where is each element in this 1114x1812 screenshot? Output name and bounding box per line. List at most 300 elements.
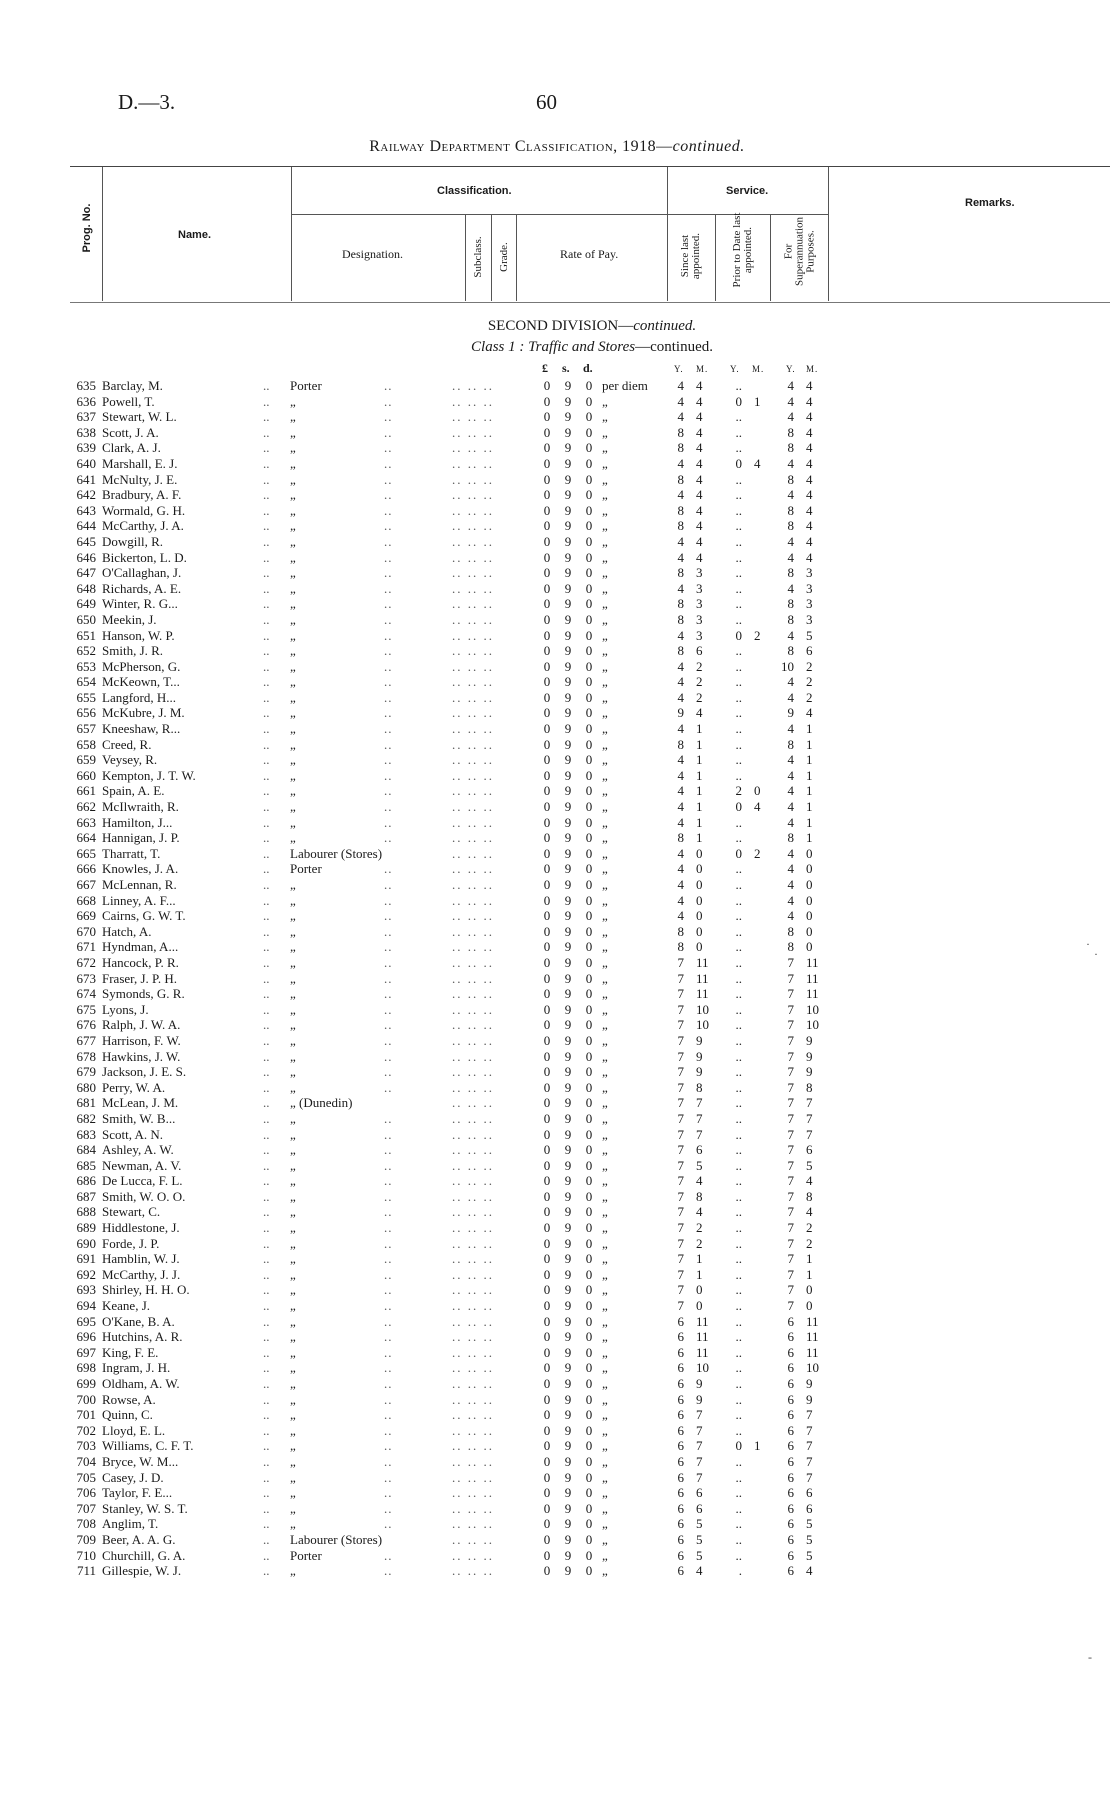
prog-no: 656 [76, 705, 96, 721]
prog-no: 686 [76, 1173, 96, 1189]
leader-dots: .. .. .. [452, 1032, 494, 1048]
table-row [0, 1345, 1114, 1361]
leader-dots: .. [263, 1453, 270, 1469]
super-months: 0 [806, 1298, 813, 1314]
super-months: 4 [806, 455, 813, 471]
super-years: 7 [787, 1126, 794, 1142]
since-months: 2 [696, 1220, 703, 1236]
since-years: 8 [677, 440, 684, 456]
super-months: 11 [806, 986, 819, 1002]
leader-dots: .. .. .. [452, 1220, 494, 1236]
pay-shillings: 9 [564, 1329, 572, 1345]
table-row [0, 1173, 1114, 1189]
leader-dots: .. [263, 721, 270, 737]
table-row [0, 1095, 1114, 1111]
since-months: 2 [696, 674, 703, 690]
super-months: 9 [806, 1064, 813, 1080]
since-years: 7 [677, 1220, 684, 1236]
unit-years-since: Y. [674, 364, 684, 374]
table-row [0, 440, 1114, 456]
prog-no: 676 [76, 1017, 96, 1033]
employee-name: Powell, T. [102, 393, 155, 409]
pay-pence: 0 [585, 954, 593, 970]
super-months: 7 [806, 1469, 813, 1485]
pay-period: „ [602, 923, 608, 939]
leader-dots: .. [384, 1220, 393, 1236]
header-rate-of-pay: Rate of Pay. [560, 247, 619, 261]
super-years: 10 [781, 658, 794, 674]
leader-dots: .. [263, 814, 270, 830]
prog-no: 648 [76, 580, 96, 596]
header-divider [291, 167, 292, 301]
table-row [0, 1516, 1114, 1532]
leader-dots: .. .. .. [452, 471, 494, 487]
designation: „ [290, 1344, 296, 1360]
leader-dots: .. .. .. [452, 1422, 494, 1438]
unit-pence: d. [583, 361, 593, 375]
prior-years: .. [735, 923, 742, 939]
since-years: 6 [677, 1453, 684, 1469]
prior-years: .. [735, 565, 742, 581]
pay-pence: 0 [585, 1516, 593, 1532]
since-months: 10 [696, 1017, 709, 1033]
since-years: 6 [677, 1407, 684, 1423]
division-heading [0, 318, 1114, 335]
since-years: 4 [677, 799, 684, 815]
designation: Labourer (Stores) [290, 1531, 383, 1547]
pay-pounds: 0 [543, 1453, 551, 1469]
class-heading [0, 339, 1114, 356]
prog-no: 694 [76, 1298, 96, 1314]
designation: „ [290, 1516, 296, 1532]
prog-no: 681 [76, 1095, 96, 1111]
pay-pounds: 0 [543, 533, 551, 549]
super-months: 4 [806, 1173, 813, 1189]
pay-shillings: 9 [564, 1298, 572, 1314]
since-years: 8 [677, 939, 684, 955]
pay-shillings: 9 [564, 549, 572, 565]
prior-years: .. [735, 1079, 742, 1095]
prior-years: .. [735, 611, 742, 627]
pay-pounds: 0 [543, 783, 551, 799]
leader-dots: .. .. .. [452, 487, 494, 503]
leader-dots: .. [384, 799, 393, 815]
pay-period: „ [602, 1438, 608, 1454]
since-months: 0 [696, 1282, 703, 1298]
leader-dots: .. [263, 1422, 270, 1438]
employee-name: Williams, C. F. T. [102, 1438, 194, 1454]
leader-dots: .. [384, 1376, 393, 1391]
leader-dots: .. .. .. [452, 1095, 494, 1111]
pay-shillings: 9 [564, 674, 572, 690]
prog-no: 666 [76, 861, 96, 877]
pay-pounds: 0 [543, 799, 551, 815]
leader-dots: .. [384, 596, 393, 612]
since-months: 3 [696, 627, 703, 643]
designation: „ [290, 502, 296, 518]
pay-pence: 0 [585, 518, 593, 534]
leader-dots: .. [263, 1173, 270, 1189]
table-row [0, 612, 1114, 628]
pay-period: „ [602, 1344, 608, 1360]
pay-period: „ [602, 455, 608, 471]
pay-pence: 0 [585, 1422, 593, 1438]
table-row [0, 1454, 1114, 1470]
prior-years: .. [735, 736, 742, 752]
leader-dots: .. [263, 424, 270, 440]
employee-name: Smith, W. B... [102, 1110, 176, 1126]
pay-period: „ [602, 1157, 608, 1173]
pay-pounds: 0 [543, 1407, 551, 1423]
pay-pence: 0 [585, 409, 593, 425]
pay-period: per diem [602, 378, 648, 393]
super-months: 7 [806, 1422, 813, 1438]
leader-dots: .. [384, 814, 393, 830]
pay-pence: 0 [585, 736, 593, 752]
employee-name: Lyons, J. [102, 1001, 149, 1017]
employee-name: Hawkins, J. W. [102, 1048, 181, 1064]
pay-period: „ [602, 1095, 608, 1111]
super-years: 7 [787, 1220, 794, 1236]
table-row [0, 581, 1114, 597]
prior-years: 0 [735, 845, 742, 861]
designation: „ [290, 1126, 296, 1142]
prior-years: 0 [735, 393, 742, 409]
prog-no: 701 [76, 1407, 96, 1423]
since-years: 4 [677, 845, 684, 861]
since-months: 1 [696, 721, 703, 737]
super-months: 4 [806, 1563, 813, 1579]
prog-no: 646 [76, 549, 96, 565]
designation: „ [290, 970, 296, 986]
prior-years: .. [735, 1298, 742, 1314]
since-years: 6 [677, 1500, 684, 1516]
leader-dots: .. [263, 1188, 270, 1204]
super-months: 2 [806, 689, 813, 705]
super-years: 7 [787, 1282, 794, 1298]
prior-years: .. [735, 518, 742, 534]
since-years: 7 [677, 1298, 684, 1314]
leader-dots: .. .. .. [452, 580, 494, 596]
since-years: 6 [677, 1531, 684, 1547]
table-row [0, 1329, 1114, 1345]
pay-period: „ [602, 409, 608, 425]
leader-dots: .. [263, 518, 270, 534]
pay-period: „ [602, 877, 608, 892]
employee-name: McNulty, J. E. [102, 471, 178, 487]
leader-dots: .. [384, 1469, 393, 1485]
table-row [0, 1360, 1114, 1376]
super-months: 4 [806, 705, 813, 721]
super-months: 1 [806, 736, 813, 752]
employee-name: Scott, J. A. [102, 424, 159, 440]
leader-dots: .. [384, 378, 393, 393]
super-months: 5 [806, 627, 813, 643]
leader-dots: .. .. .. [452, 1235, 494, 1251]
prior-months: 1 [754, 393, 761, 409]
super-months: 11 [806, 1313, 819, 1329]
leader-dots: .. [263, 783, 270, 799]
prior-years: .. [735, 1064, 742, 1080]
table-row [0, 1298, 1114, 1314]
pay-pence: 0 [585, 1453, 593, 1469]
pay-period: „ [602, 1313, 608, 1329]
pay-pence: 0 [585, 643, 593, 659]
prior-months: 1 [754, 1438, 761, 1454]
super-months: 0 [806, 892, 813, 908]
pay-shillings: 9 [564, 861, 572, 877]
pay-period: „ [602, 1547, 608, 1563]
leader-dots: .. [384, 705, 393, 721]
since-years: 9 [677, 705, 684, 721]
pay-pounds: 0 [543, 705, 551, 721]
table-row [0, 1251, 1114, 1267]
prog-no: 654 [76, 674, 96, 690]
employee-name: Kneeshaw, R... [102, 721, 181, 737]
prior-years: .. [735, 689, 742, 705]
designation: „ [290, 1438, 296, 1454]
employee-name: Veysey, R. [102, 752, 158, 768]
prior-years: 2 [735, 783, 742, 799]
pay-pounds: 0 [543, 939, 551, 955]
designation: „ [290, 658, 296, 674]
prior-years: .. [735, 814, 742, 830]
super-months: 0 [806, 908, 813, 924]
unit-years-super: Y. [786, 364, 796, 374]
since-years: 7 [677, 1126, 684, 1142]
super-months: 8 [806, 1188, 813, 1204]
since-months: 3 [696, 596, 703, 612]
pay-period: „ [602, 1422, 608, 1438]
prior-years: .. [735, 752, 742, 768]
leader-dots: .. .. .. [452, 627, 494, 643]
since-years: 6 [677, 1360, 684, 1376]
pay-period: „ [602, 1531, 608, 1547]
super-years: 8 [787, 424, 794, 440]
leader-dots: .. .. .. [452, 658, 494, 674]
pay-pounds: 0 [543, 814, 551, 830]
super-months: 1 [806, 830, 813, 846]
leader-dots: .. [263, 1329, 270, 1345]
pay-pounds: 0 [543, 986, 551, 1002]
designation: „ [290, 1017, 296, 1033]
super-years: 4 [787, 378, 794, 393]
prog-no: 677 [76, 1032, 96, 1048]
pay-period: „ [602, 643, 608, 659]
pay-pence: 0 [585, 424, 593, 440]
super-years: 7 [787, 1188, 794, 1204]
leader-dots: .. [263, 627, 270, 643]
employee-name: Churchill, G. A. [102, 1547, 186, 1563]
pay-shillings: 9 [564, 1173, 572, 1189]
since-years: 4 [677, 767, 684, 783]
since-months: 7 [696, 1126, 703, 1142]
designation: „ [290, 1220, 296, 1236]
employee-name: Langford, H... [102, 689, 177, 705]
since-months: 5 [696, 1516, 703, 1532]
pay-shillings: 9 [564, 1142, 572, 1158]
since-years: 4 [677, 674, 684, 690]
pay-pence: 0 [585, 378, 593, 393]
pay-period: „ [602, 892, 608, 908]
super-months: 2 [806, 1220, 813, 1236]
pay-pence: 0 [585, 1531, 593, 1547]
employee-name: Dowgill, R. [102, 533, 164, 549]
pay-period: „ [602, 1220, 608, 1236]
designation: „ [290, 533, 296, 549]
since-years: 8 [677, 518, 684, 534]
prog-no: 673 [76, 970, 96, 986]
prior-years: .. [735, 487, 742, 503]
super-years: 6 [787, 1344, 794, 1360]
since-months: 7 [696, 1453, 703, 1469]
pay-period: „ [602, 721, 608, 737]
table-row [0, 1033, 1114, 1049]
prior-years: .. [735, 1360, 742, 1376]
leader-dots: .. [384, 424, 393, 440]
super-years: 6 [787, 1407, 794, 1423]
pay-shillings: 9 [564, 845, 572, 861]
since-years: 4 [677, 549, 684, 565]
pay-pence: 0 [585, 1313, 593, 1329]
leader-dots: .. [384, 1079, 393, 1095]
leader-dots: .. .. .. [452, 845, 494, 861]
prior-years: 0 [735, 1438, 742, 1454]
table-row [0, 971, 1114, 987]
pay-shillings: 9 [564, 1188, 572, 1204]
super-years: 4 [787, 752, 794, 768]
leader-dots: .. [263, 689, 270, 705]
leader-dots: .. .. .. [452, 1251, 494, 1267]
leader-dots: .. [384, 721, 393, 737]
leader-dots: .. .. .. [452, 440, 494, 456]
super-years: 8 [787, 471, 794, 487]
employee-name: Quinn, C. [102, 1407, 153, 1423]
designation: „ [290, 440, 296, 456]
pay-period: „ [602, 549, 608, 565]
leader-dots: .. .. .. [452, 830, 494, 846]
since-months: 4 [696, 1204, 703, 1220]
leader-dots: .. [384, 783, 393, 799]
since-years: 6 [677, 1547, 684, 1563]
pay-pounds: 0 [543, 658, 551, 674]
table-row [0, 737, 1114, 753]
pay-pounds: 0 [543, 1064, 551, 1080]
super-years: 4 [787, 580, 794, 596]
pay-shillings: 9 [564, 1064, 572, 1080]
prior-months: 2 [754, 845, 761, 861]
leader-dots: .. .. .. [452, 1001, 494, 1017]
pay-period: „ [602, 1079, 608, 1095]
pay-shillings: 9 [564, 767, 572, 783]
leader-dots: .. .. .. [452, 1329, 494, 1345]
prog-no: 659 [76, 752, 96, 768]
designation: „ [290, 409, 296, 425]
leader-dots: .. [263, 471, 270, 487]
prior-years: .. [735, 440, 742, 456]
leader-dots: .. [263, 1516, 270, 1532]
pay-shillings: 9 [564, 409, 572, 425]
since-years: 7 [677, 1064, 684, 1080]
prog-no: 661 [76, 783, 96, 799]
since-years: 8 [677, 643, 684, 659]
pay-period: „ [602, 767, 608, 783]
prog-no: 685 [76, 1157, 96, 1173]
super-months: 10 [806, 1360, 819, 1376]
leader-dots: .. [384, 939, 393, 955]
prog-no: 635 [76, 378, 96, 393]
prior-years: 0 [735, 627, 742, 643]
employee-name: Gillespie, W. J. [102, 1563, 182, 1579]
super-years: 6 [787, 1360, 794, 1376]
leader-dots: .. .. .. [452, 1531, 494, 1547]
leader-dots: .. [384, 1438, 393, 1454]
table-row [0, 893, 1114, 909]
leader-dots: .. [263, 736, 270, 752]
leader-dots: .. [263, 1001, 270, 1017]
leader-dots: .. [384, 674, 393, 690]
since-years: 6 [677, 1469, 684, 1485]
employee-name: Anglim, T. [102, 1516, 159, 1532]
table-row [0, 378, 1114, 394]
prog-no: 706 [76, 1485, 96, 1501]
super-months: 2 [806, 1235, 813, 1251]
designation: „ [290, 1282, 296, 1298]
designation: „ [290, 1110, 296, 1126]
pay-shillings: 9 [564, 1485, 572, 1501]
prior-years: .. [735, 1032, 742, 1048]
pay-period: „ [602, 1282, 608, 1298]
leader-dots: .. [263, 1048, 270, 1064]
since-years: 4 [677, 580, 684, 596]
prior-years: .. [735, 1142, 742, 1158]
super-months: 0 [806, 1282, 813, 1298]
leader-dots: .. [263, 1032, 270, 1048]
employee-name: Wormald, G. H. [102, 502, 186, 518]
designation: „ [290, 1048, 296, 1064]
pay-pence: 0 [585, 892, 593, 908]
since-months: 1 [696, 736, 703, 752]
leader-dots: .. [384, 518, 393, 534]
since-months: 5 [696, 1531, 703, 1547]
super-years: 4 [787, 487, 794, 503]
employee-name: Shirley, H. H. O. [102, 1282, 190, 1298]
leader-dots: .. [384, 767, 393, 783]
since-years: 7 [677, 1110, 684, 1126]
super-months: 0 [806, 845, 813, 861]
pay-period: „ [602, 1048, 608, 1064]
super-years: 7 [787, 1001, 794, 1017]
pay-shillings: 9 [564, 596, 572, 612]
prog-no: 672 [76, 954, 96, 970]
prog-no: 707 [76, 1500, 96, 1516]
pay-period: „ [602, 845, 608, 861]
leader-dots: .. [384, 1282, 393, 1298]
designation: „ [290, 1251, 296, 1267]
table-row [0, 518, 1114, 534]
pay-pence: 0 [585, 1391, 593, 1407]
pay-pence: 0 [585, 565, 593, 581]
pay-pounds: 0 [543, 596, 551, 612]
leader-dots: .. .. .. [452, 378, 494, 393]
leader-dots: .. [263, 1204, 270, 1220]
pay-shillings: 9 [564, 1422, 572, 1438]
super-months: 4 [806, 471, 813, 487]
pay-pounds: 0 [543, 1313, 551, 1329]
since-months: 7 [696, 1438, 703, 1454]
pay-shillings: 9 [564, 1251, 572, 1267]
since-months: 0 [696, 892, 703, 908]
